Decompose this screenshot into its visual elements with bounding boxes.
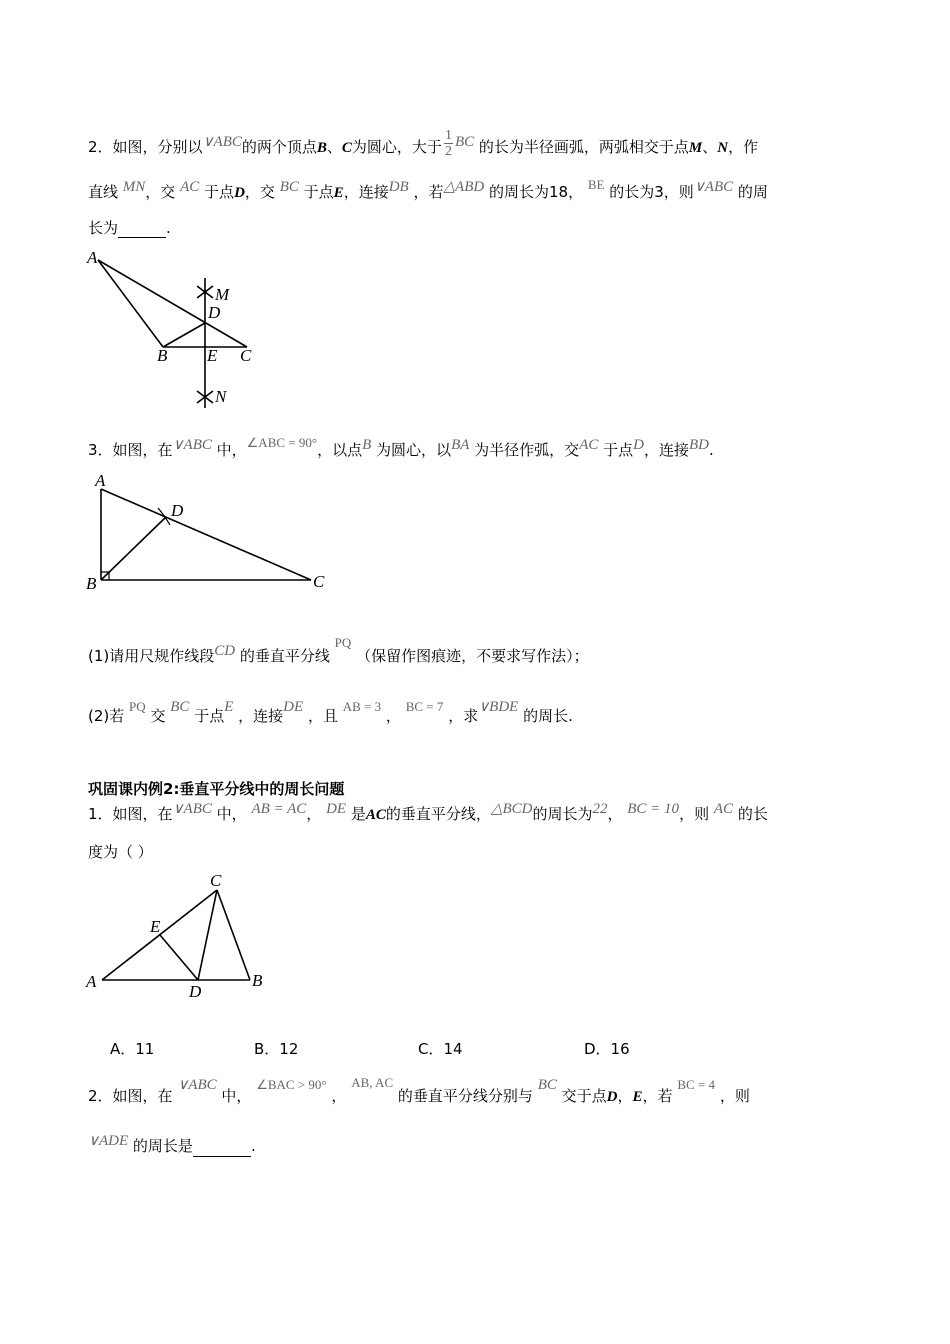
segment-ac-bold: AC: [365, 807, 386, 823]
text: ，作: [728, 138, 759, 156]
text: 于点: [303, 183, 334, 201]
segment-de: [160, 935, 198, 980]
triangle-bcd-math: △BCD: [490, 801, 533, 817]
segment-de-math: DE: [283, 699, 304, 715]
segment-be-math: BE: [587, 177, 605, 192]
point-e: E: [632, 1089, 643, 1105]
segment-ac-math: AC: [180, 179, 200, 195]
text: .: [250, 1137, 256, 1155]
text: ，则: [679, 805, 710, 823]
text: (1)请用尺规作线段: [88, 647, 215, 665]
equation-ab-3: AB = 3: [342, 699, 382, 714]
text: ，: [306, 805, 322, 823]
fraction-numerator: 1: [444, 128, 452, 143]
point-d: D: [606, 1089, 618, 1105]
segment-de-math: DE: [326, 801, 347, 817]
text: ，交: [145, 183, 176, 201]
label-d: D: [189, 982, 202, 1001]
segment-ac: [101, 489, 311, 580]
text: ，交: [244, 183, 275, 201]
segment-ab: [98, 260, 163, 347]
segment-bd: [163, 323, 205, 347]
q3-part2: [88, 699, 573, 727]
segment-ba-math: BA: [451, 437, 470, 453]
text: ，则: [719, 1087, 750, 1105]
line-pq-math: PQ: [334, 635, 352, 650]
text: 直线: [88, 183, 119, 201]
label-b: B: [157, 346, 168, 365]
q3-part1: [88, 635, 589, 667]
label-d: D: [208, 303, 221, 322]
point-b: B: [316, 140, 327, 156]
text: ，连接: [644, 441, 690, 459]
point-d: D: [234, 185, 245, 201]
label-a: A: [86, 972, 97, 991]
text: ，若: [413, 183, 444, 201]
point-d-math: D: [633, 437, 644, 453]
text: 的周长是: [132, 1137, 193, 1155]
section-heading: 巩固课内例2:垂直平分线中的周长问题: [88, 780, 345, 798]
choice-b[interactable]: B．12: [254, 1040, 299, 1058]
text: 的长为半径画弧，两弧相交于点: [478, 138, 689, 156]
choice-a[interactable]: A．11: [110, 1040, 155, 1058]
angle-bac-math: ∠BAC > 90°: [256, 1077, 327, 1092]
text: 为半径作弧，交: [474, 441, 580, 459]
text: 中，: [216, 805, 247, 823]
text: ，: [385, 707, 401, 725]
practice-q2-line2: [88, 1133, 256, 1157]
text: 中，: [221, 1087, 252, 1105]
text: ，连接: [238, 707, 284, 725]
text: 的垂直平分线，: [385, 805, 491, 823]
label-c: C: [240, 346, 252, 365]
segment-bc-math: BC: [454, 134, 475, 150]
practice-q1-line1: [88, 801, 768, 825]
text: ，: [617, 1087, 633, 1105]
label-c: C: [210, 871, 222, 890]
segment-bd: [101, 517, 166, 580]
text: 中，: [216, 441, 247, 459]
triangle-abc-math: ∨ABC: [172, 801, 212, 817]
equation-bc-4: BC = 4: [677, 1077, 716, 1092]
triangle-bde-math: ∨BDE: [478, 699, 519, 715]
choice-c[interactable]: C．14: [418, 1040, 463, 1058]
text: ，: [607, 805, 623, 823]
text: 为圆心，以: [376, 441, 452, 459]
text: 为圆心，大于: [351, 138, 442, 156]
label-a: A: [95, 471, 106, 490]
point-e-math: E: [224, 699, 234, 715]
segment-bc-math: BC: [279, 179, 299, 195]
value-22: 22: [592, 801, 608, 817]
fraction-one-half: [444, 128, 453, 159]
text: 于点: [204, 183, 235, 201]
text: ，: [331, 1087, 347, 1105]
p1-number: 1．如图，在: [88, 805, 173, 823]
segment-bc: [217, 890, 250, 980]
triangle-ade-math: ∨ADE: [88, 1133, 129, 1149]
triangle-abd-math: △ABD: [443, 179, 485, 195]
text: 交: [150, 707, 166, 725]
text: 的两个顶点: [241, 138, 317, 156]
label-d: D: [171, 501, 184, 520]
segment-db-math: DB: [388, 179, 409, 195]
label-n: N: [215, 387, 227, 406]
q2-line3: [88, 218, 171, 238]
segment-bc-math: BC: [170, 699, 190, 715]
text: 是: [350, 805, 366, 823]
label-m: M: [215, 285, 230, 304]
text: 于点: [194, 707, 225, 725]
point-m: M: [688, 140, 703, 156]
text: ，以点: [317, 441, 363, 459]
text: 的周长为18，: [488, 183, 584, 201]
segment-cd-math: CD: [214, 643, 236, 659]
figure-right-triangle-abc: [84, 468, 334, 598]
text: 交于点: [561, 1087, 607, 1105]
text: ，且: [307, 707, 338, 725]
text: 的周长为: [532, 805, 593, 823]
point-b-math: B: [362, 437, 372, 453]
segment-bd-math: BD: [689, 437, 710, 453]
q2-line2: [88, 177, 768, 203]
q3-number: 3．如图，在: [88, 441, 173, 459]
text: 的周长.: [523, 707, 573, 725]
point-c: C: [341, 140, 352, 156]
line-mn-math: MN: [122, 179, 146, 195]
triangle-abc-math: ∨ABC: [693, 179, 734, 195]
text: (2)若: [88, 707, 125, 725]
angle-abc-math: ∠ABC = 90°: [246, 435, 318, 450]
text: ，连接: [343, 183, 389, 201]
practice-q1-line2: [88, 842, 153, 862]
label-e: E: [207, 346, 218, 365]
line-pq-math: PQ: [129, 699, 146, 714]
point-e: E: [333, 185, 344, 201]
triangle-abc-math: ∨ABC: [202, 134, 242, 150]
choice-d[interactable]: D．16: [584, 1040, 630, 1058]
segment-bc-math: BC: [537, 1077, 557, 1093]
text: 的周: [737, 183, 768, 201]
q3-line1: [88, 435, 714, 461]
segment-ac-math: AC: [579, 437, 599, 453]
triangle-abc-math: ∨ABC: [177, 1077, 217, 1093]
text: （保留作图痕迹，不要求写作法）；: [356, 647, 589, 665]
equation-bc-7: BC = 7: [405, 699, 444, 714]
equation-ab-ac: AB = AC: [251, 801, 307, 817]
point-n: N: [717, 140, 729, 156]
text: 、: [326, 138, 342, 156]
text: ，求: [448, 707, 479, 725]
figure-perpendicular-bisector-mn: [84, 246, 264, 416]
label-c: C: [313, 572, 325, 591]
answer-blank: [193, 1140, 251, 1157]
equation-bc-10: BC = 10: [627, 801, 680, 817]
figure-isosceles-triangle: [84, 868, 274, 1003]
q2-number: 2．如图，分别以: [88, 138, 203, 156]
p2-number: 2．如图，在: [88, 1087, 173, 1105]
text: .: [709, 441, 714, 459]
segment-ac-math: AC: [713, 801, 734, 817]
text: 的长为3，则: [609, 183, 694, 201]
triangle-abc-math: ∨ABC: [172, 437, 212, 453]
q2-line1: [88, 128, 759, 163]
text: 于点: [603, 441, 634, 459]
practice-q2-line1: [88, 1075, 750, 1107]
text: ，若: [642, 1087, 673, 1105]
text: 的垂直平分线: [239, 647, 330, 665]
text: 的垂直平分线分别与: [397, 1087, 533, 1105]
text: 长为: [88, 219, 119, 237]
text: .: [166, 219, 171, 237]
answer-blank: [118, 221, 166, 238]
label-b: B: [86, 574, 97, 593]
text: 度为（ ）: [88, 843, 153, 861]
label-e: E: [150, 917, 161, 936]
label-b: B: [252, 971, 263, 990]
text: 、: [702, 138, 718, 156]
label-a: A: [87, 248, 98, 267]
text: 的长: [737, 805, 768, 823]
segments-ab-ac-math: AB, AC: [351, 1075, 394, 1090]
fraction-denominator: 2: [444, 144, 452, 159]
